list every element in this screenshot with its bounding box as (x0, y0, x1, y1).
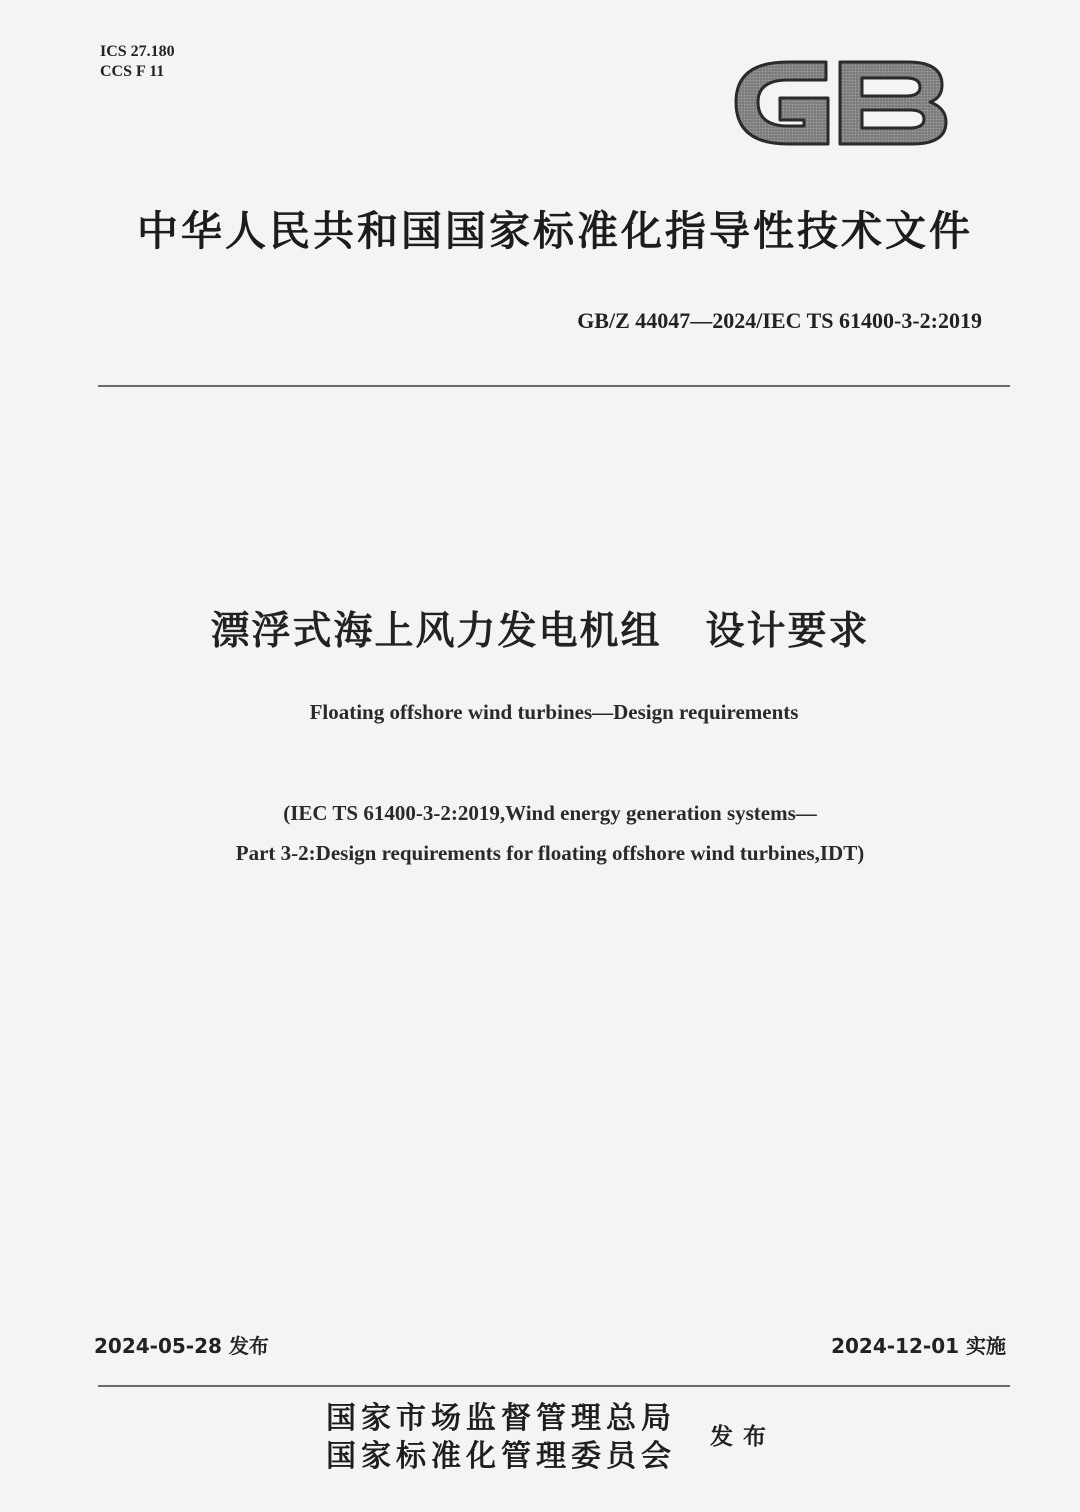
classification-codes (100, 42, 175, 82)
issue-date: 2024-05-28 发布 (94, 1334, 269, 1358)
chinese-title-part2: 设计要求 (705, 609, 870, 654)
implementation-date: 2024-12-01 实施 (831, 1334, 1006, 1358)
adoption-statement-line2: Part 3-2:Design requirements for floating offshore wind turbines,IDT) (235, 841, 865, 865)
english-title: Floating offshore wind turbines—Design requirements (309, 700, 799, 724)
chinese-title-part1: 漂浮式海上风力发电机组 (210, 609, 662, 654)
gb-logo (728, 40, 952, 164)
issuer-samr: 国家市场监督管理总局 (326, 1401, 676, 1436)
issuer-sac: 国家标准化管理委员会 (326, 1439, 676, 1474)
issuing-authorities (326, 1400, 676, 1476)
bottom-divider (98, 1385, 1010, 1387)
standard-number: GB/Z 44047—2024/IEC TS 61400-3-2:2019 (577, 308, 982, 333)
ccs-code: CCS F 11 (100, 63, 165, 80)
top-divider (98, 385, 1010, 387)
adoption-statement-line1: (IEC TS 61400-3-2:2019,Wind energy generation systems— (283, 801, 817, 825)
publish-label: 发布 (710, 1423, 776, 1450)
chinese-title (0, 600, 1080, 656)
ics-code: ICS 27.180 (100, 43, 175, 60)
document-type-heading: 中华人民共和国国家标准化指导性技术文件 (137, 207, 973, 255)
